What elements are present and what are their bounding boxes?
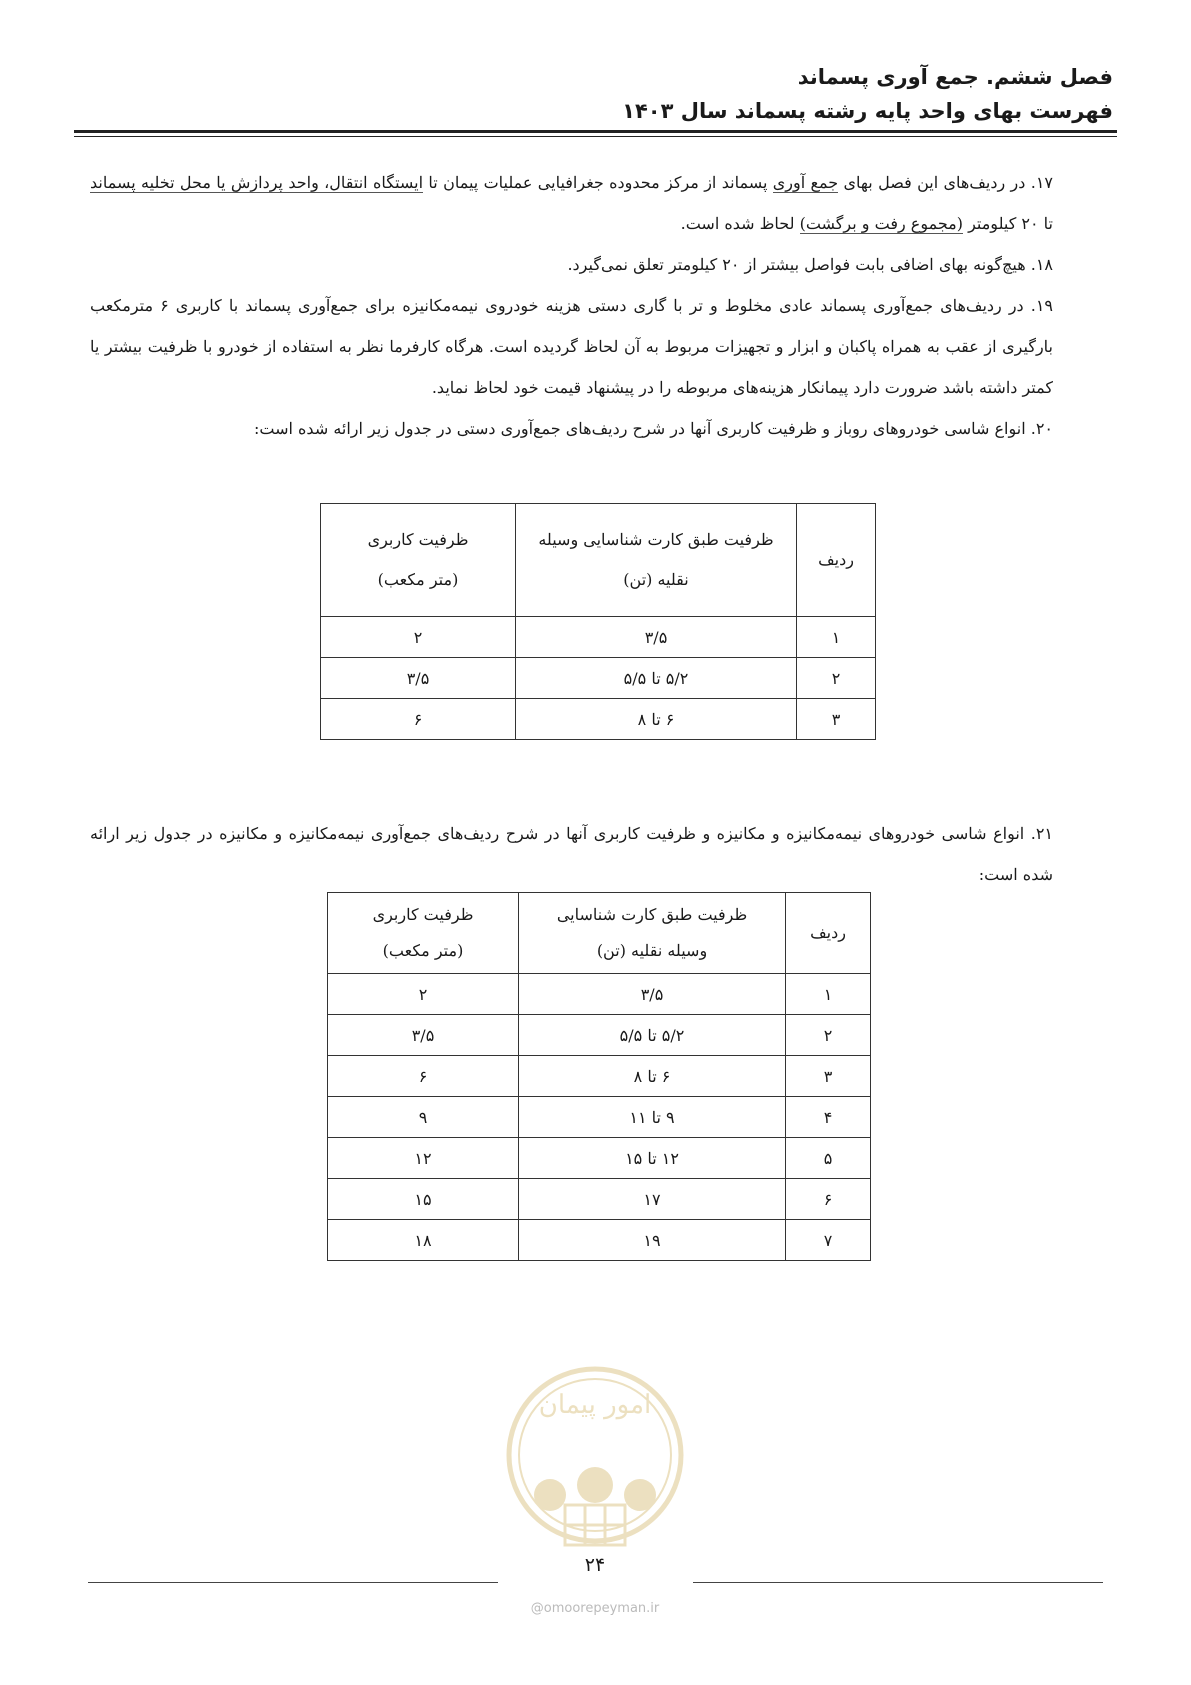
- table2-header-row-label: ردیف: [810, 923, 846, 942]
- table2-cell-usage: ۱۸: [328, 1220, 519, 1261]
- header-rule-thin: [74, 136, 1117, 137]
- table2-header-card-line1: ظرفیت طبق کارت شناسایی: [556, 905, 748, 924]
- table1-cell-usage: ۶: [321, 699, 516, 740]
- table-row: [328, 1015, 871, 1056]
- table2-cell-usage: ۶: [328, 1056, 519, 1097]
- table-row: [328, 1056, 871, 1097]
- table-row: [321, 658, 876, 699]
- table1-header-row-number: [797, 504, 876, 617]
- table2-cell-row: ۲: [786, 1015, 871, 1056]
- table2-header-card-capacity: [519, 893, 786, 974]
- table2-cell-row: ۳: [786, 1056, 871, 1097]
- table2-cell-card: ۶ تا ۸: [519, 1056, 786, 1097]
- table2-cell-usage: ۹: [328, 1097, 519, 1138]
- watermark-text: امور پیمان: [538, 1390, 652, 1420]
- paragraph-20: ۲۰. انواع شاسی خودروهای روباز و ظرفیت کاربری آنها در شرح ردیف‌های جمع‌آوری دستی در جدول زیر ارائه شده است:: [254, 419, 1053, 438]
- table2-cell-usage: ۳/۵: [328, 1015, 519, 1056]
- table2-header-row-number: [786, 893, 871, 974]
- table2-cell-row: ۷: [786, 1220, 871, 1261]
- watermark-logo: [505, 1335, 685, 1575]
- table2-cell-usage: ۱۲: [328, 1138, 519, 1179]
- table2-header-row: [328, 893, 871, 974]
- p17-underlined-collection: جمع آوری: [772, 173, 839, 192]
- table2-cell-usage: ۱۵: [328, 1179, 519, 1220]
- footer-url: @omoorepeyman.ir: [530, 1601, 660, 1616]
- vehicle-table-mechanized: [327, 892, 871, 1261]
- table2-cell-card: ۱۹: [519, 1220, 786, 1261]
- table-row: [328, 974, 871, 1015]
- table2-cell-card: ۹ تا ۱۱: [519, 1097, 786, 1138]
- table2-cell-card: ۱۲ تا ۱۵: [519, 1138, 786, 1179]
- table-row: [328, 1220, 871, 1261]
- p17-text-a: ۱۷. در ردیف‌های این فصل بهای: [838, 173, 1054, 192]
- vehicle-table-manual: [320, 503, 876, 740]
- table2-cell-card: ۱۷: [519, 1179, 786, 1220]
- table1-header-row: [321, 504, 876, 617]
- table-row: [328, 1138, 871, 1179]
- p17-text-d: لحاظ شده است.: [680, 214, 800, 233]
- table2-cell-row: ۶: [786, 1179, 871, 1220]
- table1-header-usage-line2: (متر مکعب): [377, 570, 459, 589]
- table1-header-usage-capacity: [321, 504, 516, 617]
- p17-underlined-destination: ایستگاه انتقال، واحد پردازش یا محل تخلیه پسماند: [90, 173, 424, 192]
- table-row: [328, 1179, 871, 1220]
- table-row: [328, 1097, 871, 1138]
- table1-header-usage-line1: ظرفیت کاربری: [367, 530, 469, 549]
- table2-header-usage-capacity: [328, 893, 519, 974]
- p17-underlined-roundtrip: (مجموع رفت و برگشت): [799, 214, 963, 233]
- table1-header-card-line1: ظرفیت طبق کارت شناسایی وسیله: [538, 530, 774, 549]
- table2-header-card-line2: وسیله نقلیه (تن): [596, 941, 708, 960]
- footer-rule-right: [693, 1582, 1103, 1583]
- table1-cell-row: ۳: [797, 699, 876, 740]
- paragraph-17: [90, 162, 1053, 244]
- table2-cell-row: ۴: [786, 1097, 871, 1138]
- table1-cell-row: ۲: [797, 658, 876, 699]
- table-row: [321, 699, 876, 740]
- p17-text-c: تا ۲۰ کیلومتر: [962, 214, 1053, 233]
- paragraph-18: ۱۸. هیچ‌گونه بهای اضافی بابت فواصل بیشتر از ۲۰ کیلومتر تعلق نمی‌گیرد.: [567, 255, 1053, 274]
- page-header: [78, 60, 1113, 128]
- paragraph-19: ۱۹. در ردیف‌های جمع‌آوری پسماند عادی مخلوط و تر با گاری دستی هزینه خودروی نیمه‌مکانیزه برای جمع‌آوری پسماند با کاربری ۶ مترمکعب بارگیری از عقب به همراه پاکبان و ابزار و تجهیزات مربوط به آن لحاظ گردیده است. هرگاه کارفرما نظر به استفاده از خودرو با ظرفیت بیشتر یا کمتر داشته باشد ضرورت دارد پیمانکار هزینه‌های مربوطه را در پیشنهاد قیمت خود لحاظ نماید.: [90, 296, 1053, 397]
- table2-cell-card: ۵/۲ تا ۵/۵: [519, 1015, 786, 1056]
- paragraph-21: ۲۱. انواع شاسی خودروهای نیمه‌مکانیزه و مکانیزه و ظرفیت کاربری آنها در شرح ردیف‌های جمع‌آوری نیمه‌مکانیزه و مکانیزه در جدول زیر ارائه شده است:: [90, 824, 1053, 884]
- table-row: [321, 617, 876, 658]
- table2-cell-row: ۵: [786, 1138, 871, 1179]
- footer-rule-left: [88, 1582, 498, 1583]
- page-number: ۲۴: [584, 1554, 606, 1576]
- table1-header-row-label: ردیف: [818, 550, 854, 569]
- table2-header-usage-line1: ظرفیت کاربری: [372, 905, 474, 924]
- chapter-title: فصل ششم. جمع آوری پسماند: [797, 65, 1113, 89]
- table1-cell-card: ۶ تا ۸: [516, 699, 797, 740]
- table1-cell-row: ۱: [797, 617, 876, 658]
- table1-header-card-capacity: [516, 504, 797, 617]
- table1-cell-usage: ۲: [321, 617, 516, 658]
- p17-text-b: پسماند از مرکز محدوده جغرافیایی عملیات پیمان تا: [423, 173, 773, 192]
- table1-cell-card: ۵/۲ تا ۵/۵: [516, 658, 797, 699]
- list-title: فهرست بهای واحد پایه رشته پسماند سال ۱۴۰۳: [622, 99, 1113, 123]
- table2-header-usage-line2: (متر مکعب): [382, 941, 464, 960]
- body-text: [90, 162, 1053, 449]
- table1-cell-card: ۳/۵: [516, 617, 797, 658]
- table1-header-card-line2: نقلیه (تن): [623, 570, 689, 589]
- header-rule-thick: [74, 130, 1117, 133]
- table2-cell-card: ۳/۵: [519, 974, 786, 1015]
- table1-cell-usage: ۳/۵: [321, 658, 516, 699]
- table2-cell-row: ۱: [786, 974, 871, 1015]
- table2-cell-usage: ۲: [328, 974, 519, 1015]
